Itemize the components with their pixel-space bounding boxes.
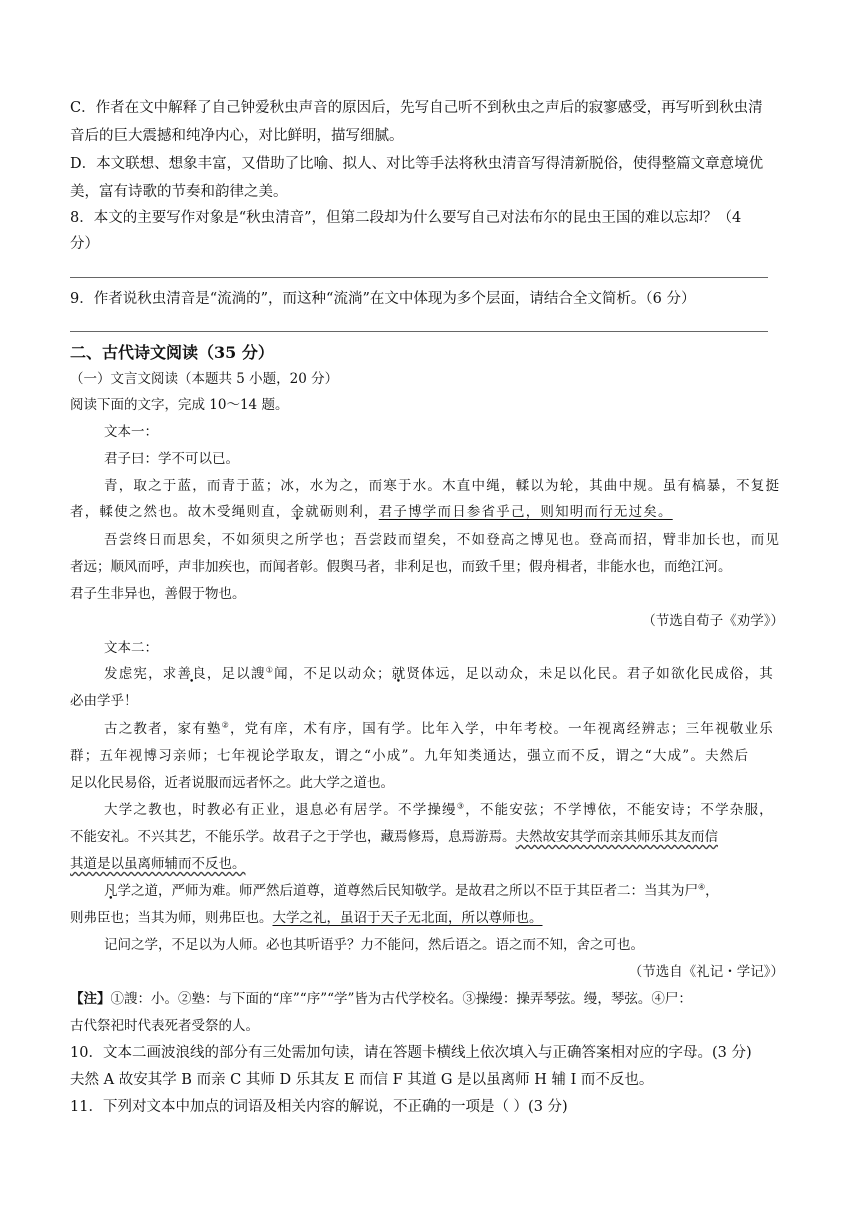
section-title: 二、古代诗文阅读（35 分） (70, 343, 274, 362)
text2-p2-pre: 古之教者，家有塾 (104, 721, 222, 737)
text2-underlined-sentence: 大学之礼，虽诏于天子无北面，所以尊师也。 (272, 910, 543, 926)
text2-p4-line1 (104, 881, 719, 901)
text2-p1-line1 (104, 664, 774, 684)
text2-p3-pre: 大学之教也，时教必有正业，退息必有居学。不学操缦 (104, 802, 457, 818)
text2-p1-pre: 发虑宪，求 (104, 666, 178, 682)
annotation-tag: 【注】 (70, 991, 111, 1007)
q8-answer-line[interactable] (70, 277, 768, 278)
text1-dotted-jin: 金 (290, 504, 306, 520)
text1-p1-pre: 者，輮使之然也。故木受绳则直， (70, 504, 291, 520)
text1-p2-line3: 君子生非异也，善假于物也。 (70, 586, 246, 602)
text2-p3-line2-pre: 不能安礼。不兴其艺，不能乐学。故君子之于学也，藏焉修焉，息焉游焉。 (70, 829, 516, 845)
q10-line1: 10．文本二画波浪线的部分有三处需加句读，请在答题卡横线上依次填入与正确答案相对应的字母。(3 分) (70, 1045, 752, 1061)
q8-line2: 分） (70, 236, 99, 252)
text2-p4-line2 (70, 908, 543, 928)
text1-p1-line1: 青，取之于蓝，而青于蓝；冰，水为之，而寒于水。木直中绳，輮以为轮，其曲中规。虽有槁暴，不复挺 (104, 478, 781, 494)
q7-option-d-line1: D．本文联想、想象丰富，又借助了比喻、拟人、对比等手法将秋虫清音写得清新脱俗，使得整篇文章意境优 (70, 156, 764, 172)
text2-p3-line1 (104, 800, 774, 820)
text1-p2-line2: 者远；顺风而呼，声非加疾也，而闻者彰。假舆马者，非利足也，而致千里；假舟楫者，非能水也，而绝江河。 (70, 559, 732, 575)
q7-option-d-line2: 美，富有诗歌的节奏和韵律之美。 (70, 184, 288, 200)
text2-dotted-jiu: 就 (391, 666, 407, 682)
text1-label: 文本一： (104, 424, 158, 440)
text2-dotted-shanliang: 善良 (177, 666, 207, 682)
text2-p1-post: 贤体远，足以动众，未足以化民。君子如欲化民成俗，其 (406, 666, 774, 682)
text2-p1-mid2: 闻，不足以动众； (274, 666, 392, 682)
text2-p4-line2-pre: 则弗臣也；当其为师，则弗臣也。 (70, 910, 273, 926)
text2-p2-post: ，党有庠，术有序，国有学。比年入学，中年考校。一年视离经辨志；三年视敬业乐 (229, 721, 774, 737)
q10-line2: 夫然 A 故安其学 B 而亲 C 其师 D 乐其友 E 而信 F 其道 G 是以虽离师 H 辅 I 而不反也。 (70, 1072, 654, 1088)
text1-p0: 君子曰：学不可以已。 (104, 451, 239, 467)
q11-question: 11．下列对文本中加点的词语及相关内容的解说，不正确的一项是（ ）(3 分) (70, 1099, 568, 1115)
q7-option-c-line1: C．作者在文中解释了自己钟爱秋虫声音的原因后，先写自己听不到秋虫之声后的寂寥感受，再写听到秋虫清 (70, 100, 763, 116)
note-ref-3: ③ (456, 801, 466, 811)
note-ref-4: ④ (698, 882, 706, 892)
annotation-text1: ①謏：小。②塾：与下面的“庠”“序”“学”皆为古代学校名。③操缦：操弄琴弦。缦，琴弦。④尸： (110, 991, 692, 1007)
text2-source: （节选自《礼记・学记》） (628, 964, 784, 980)
q9-answer-line[interactable] (70, 331, 768, 332)
note-ref-2: ② (221, 720, 230, 730)
section-subtitle: （一）文言文阅读（本题共 5 小题，20 分） (70, 371, 339, 387)
note-ref-1: ① (265, 665, 275, 675)
text2-p3-line3 (70, 854, 246, 874)
text2-p2-line2: 群；五年视博习亲师；七年视论学取友，谓之“小成”。九年知类通达，强立而不反，谓之“大成”。夫然后 (70, 748, 750, 764)
text2-p1-line2: 必由学乎！ (70, 693, 138, 709)
annotation-line1 (70, 989, 692, 1009)
text2-dotted-fan: 凡 (104, 883, 118, 899)
text1-p1-line2 (70, 502, 673, 522)
q8-line1: 8．本文的主要写作对象是“秋虫清音”，但第二段却为什么要写自己对法布尔的昆虫王国的难以忘却？（4 (70, 210, 742, 226)
annotation-line2: 古代祭祀时代表死者受祭的人。 (70, 1018, 259, 1034)
text2-p2-line3: 足以化民易俗，近者说服而远者怀之。此大学之道也。 (70, 775, 394, 791)
text2-wavy-sentence-part1: 夫然故安其学而亲其师乐其友而信 (515, 829, 718, 845)
text2-p4-pre: 学之道，严师为难。师严然后道尊，道尊然后民知敬学。是故君之所以不臣于其臣者二：当其为尸 (117, 883, 698, 899)
text2-p5: 记问之学，不足以为人师。必也其听语乎？力不能问，然后语之。语之而不知，舍之可也。 (104, 937, 644, 953)
section-instruction: 阅读下面的文字，完成 10～14 题。 (70, 397, 289, 413)
text1-underlined-sentence: 君子博学而日参省乎己，则知明而行无过矣。 (378, 504, 673, 520)
text1-p1-mid: 就砺则利， (305, 504, 379, 520)
text2-p2-line1 (104, 719, 774, 739)
text2-p3-line2 (70, 827, 718, 847)
text2-wavy-sentence-part2: 其道是以虽离师辅而不反也。 (70, 856, 246, 872)
text2-p1-mid1: ，足以謏 (206, 666, 266, 682)
q7-option-c-line2: 音后的巨大震撼和纯净内心，对比鲜明，描写细腻。 (70, 128, 404, 144)
q9-question: 9．作者说秋虫清音是“流淌的”，而这种“流淌”在文中体现为多个层面，请结合全文简析。（6 分） (70, 291, 696, 307)
text1-source: （节选自荀子《劝学》） (642, 613, 784, 629)
text2-p3-mid: ，不能安弦；不学博依，不能安诗；不学杂服， (465, 802, 774, 818)
text2-p4-post: ， (705, 883, 719, 899)
text2-label: 文本二： (104, 640, 158, 656)
text1-p2-line1: 吾尝终日而思矣，不如须臾之所学也；吾尝跂而望矣，不如登高之博见也。登高而招，臂非加长也，而见 (104, 532, 781, 548)
